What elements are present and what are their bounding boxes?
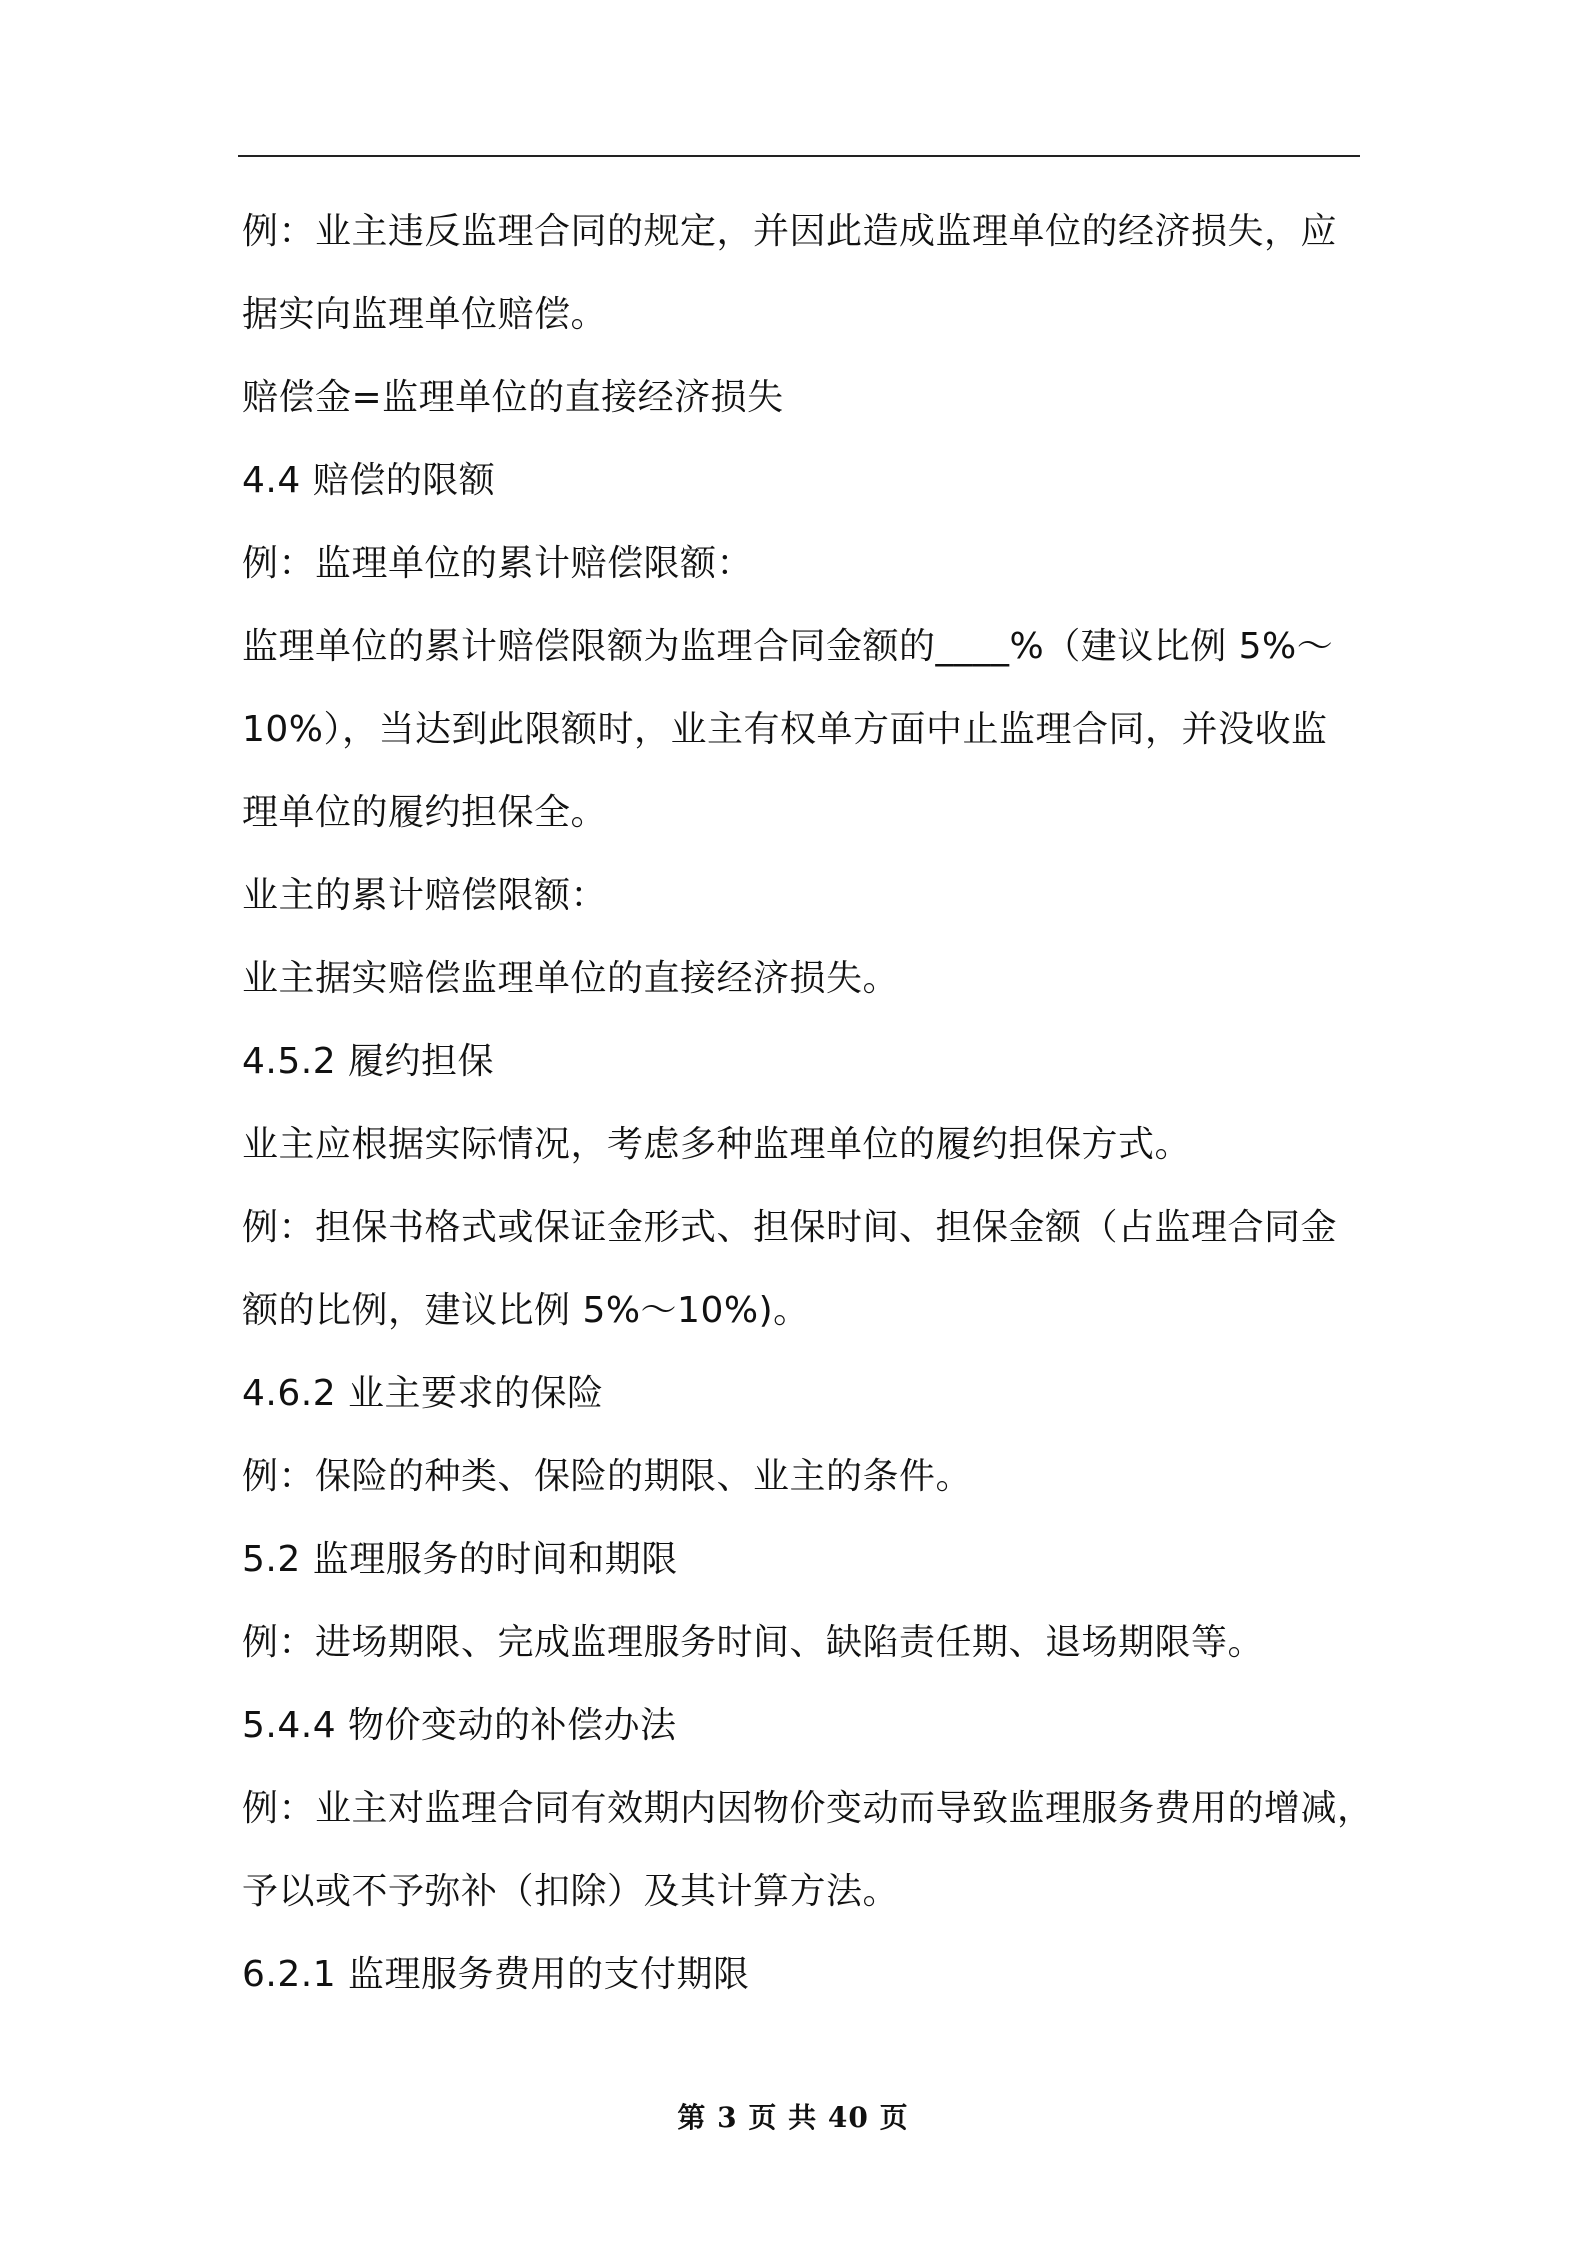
section-heading: 4.4 赔偿的限额 [242,460,496,501]
section-heading: 5.2 监理服务的时间和期限 [242,1539,678,1580]
text-line: 例：业主违反监理合同的规定，并因此造成监理单位的经济损失，应 [242,211,1338,252]
text-line: 10%），当达到此限额时，业主有权单方面中止监理合同，并没收监 [242,709,1328,750]
text-line: 据实向监理单位赔偿。 [242,294,608,335]
text-line: 业主应根据实际情况，考虑多种监理单位的履约担保方式。 [242,1124,1192,1165]
text-line: 予以或不予弥补（扣除）及其计算方法。 [242,1871,900,1912]
text-line: 赔偿金=监理单位的直接经济损失 [242,377,784,418]
section-heading: 4.5.2 履约担保 [242,1041,495,1082]
text-line: 例：监理单位的累计赔偿限额： [242,543,754,584]
text-line: 例：业主对监理合同有效期内因物价变动而导致监理服务费用的增减， [242,1788,1374,1829]
text-line: 额的比例，建议比例 5%～10%)。 [242,1290,810,1331]
text-line: 业主据实赔偿监理单位的直接经济损失。 [242,958,900,999]
section-heading: 4.6.2 业主要求的保险 [242,1373,604,1414]
section-heading: 5.4.4 物价变动的补偿办法 [242,1705,677,1746]
text-line: 例：担保书格式或保证金形式、担保时间、担保金额（占监理合同金 [242,1207,1338,1248]
document-body [242,190,1374,2016]
text-line: 例：进场期限、完成监理服务时间、缺陷责任期、退场期限等。 [242,1622,1265,1663]
text-line: 理单位的履约担保全。 [242,792,608,833]
header-rule [238,155,1360,157]
section-heading: 6.2.1 监理服务费用的支付期限 [242,1954,750,1995]
page-number-footer: 第 3 页 共 40 页 [677,2101,909,2134]
text-line: 业主的累计赔偿限额： [242,875,608,916]
text-line: 监理单位的累计赔偿限额为监理合同金额的____%（建议比例 5%～ [242,626,1334,667]
text-line: 例：保险的种类、保险的期限、业主的条件。 [242,1456,973,1497]
